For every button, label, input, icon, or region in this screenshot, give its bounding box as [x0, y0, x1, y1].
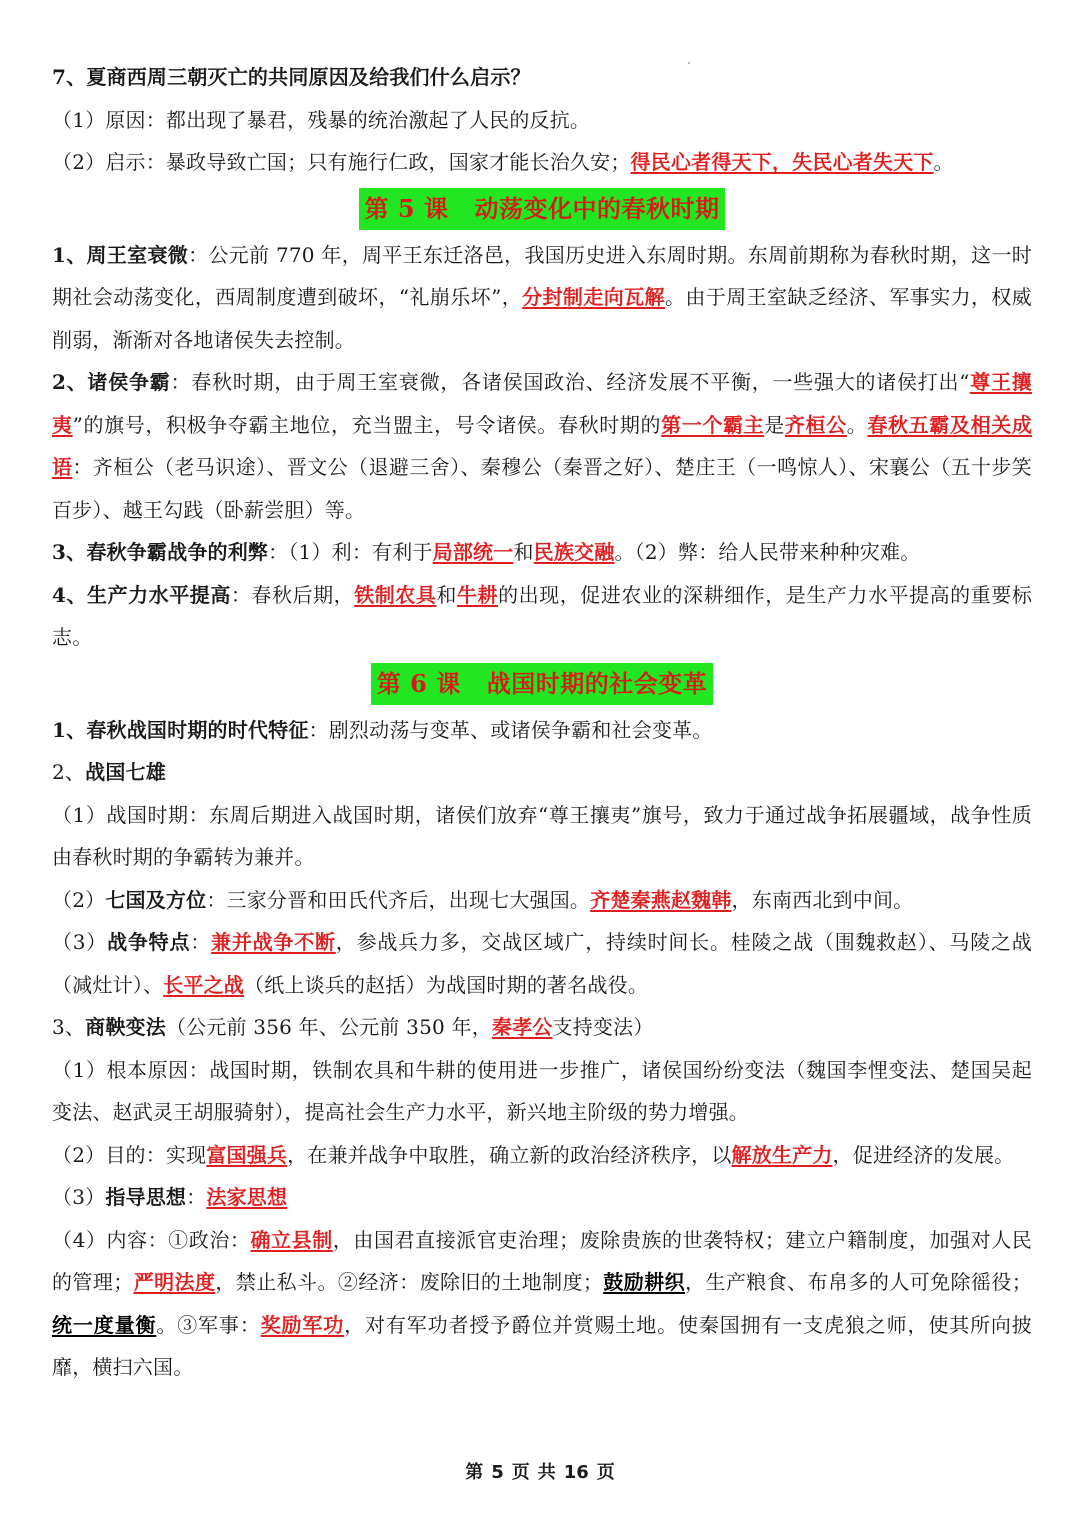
- page-footer: 第 5 页 共 16 页: [465, 1462, 615, 1483]
- key-term: 春秋五霸及相关成语: [52, 412, 1033, 479]
- total-pages: 16: [563, 1462, 589, 1483]
- key-term: 民族交融: [533, 540, 615, 564]
- key-term: 尊王攘夷: [52, 370, 1032, 437]
- lesson6-point2-title: 2、战国七雄: [52, 760, 166, 784]
- key-term: 铁制农具: [354, 582, 437, 607]
- lesson6-point3-sub3: （3）指导思想：法家思想: [52, 1185, 288, 1209]
- lesson6-point3-title: 3、商鞅变法（公元前 356 年、公元前 350 年，秦孝公支持变法）: [52, 1015, 654, 1039]
- q7-cause: （1）原因：都出现了暴君，残暴的统治激起了人民的反抗。: [52, 107, 591, 132]
- key-term: 牛耕: [456, 582, 499, 607]
- q7-insight: （2）启示：暴政导致亡国；只有施行仁政，国家才能长治久安；得民心者得天下，失民心者失天下。: [52, 150, 954, 174]
- key-term: 得民心者得天下，失民心者失天下: [630, 150, 934, 174]
- lesson6-header: 第 6 课 战国时期的社会变革: [371, 663, 713, 705]
- key-term: 确立县制: [250, 1227, 333, 1252]
- key-term: 秦孝公: [491, 1015, 553, 1039]
- lesson6-point2-sub2: （2）七国及方位：三家分晋和田氏代齐后，出现七大强国。齐楚秦燕赵魏韩，东南西北到中间。: [52, 887, 914, 912]
- key-term: 解放生产力: [731, 1142, 833, 1167]
- key-term: 分封制走向瓦解: [522, 285, 665, 309]
- lesson5-point2: 2、诸侯争霸：春秋时期，由于周王室衰微，各诸侯国政治、经济发展不平衡，一些强大的诸侯打出“尊王攘夷”的旗号，积极争夺霸主地位，充当盟主，号令诸侯。春秋时期的第一个霸主是齐桓公。春秋五霸及相关成语：齐桓公（老马识途）、晋文公（退避三舍）、秦穆公（秦晋之好）、楚庄王（一鸣惊人）、宋襄公（五十步笑百步）、越王勾践（卧薪尝胆）等。: [52, 370, 1033, 522]
- q7-title: 7、夏商西周三朝灭亡的共同原因及给我们什么启示？: [52, 65, 531, 89]
- content-area: [52, 56, 1032, 1389]
- key-term: 奖励军功: [260, 1312, 345, 1337]
- key-term: 兼并战争不断: [211, 930, 336, 954]
- lesson6-point3-sub4: （4）内容：①政治：确立县制，由国君直接派官吏治理；废除贵族的世袭特权；建立户籍制度，加强对人民的管理；严明法度，禁止私斗。②经济：废除旧的土地制度；鼓励耕织，生产粮食、布帛多的人可免除徭役；统一度量衡。③军事：奖励军功，对有军功者授予爵位并赏赐土地。使秦国拥有一支虎狼之师，使其所向披靡，横扫六国。: [52, 1227, 1032, 1379]
- lesson6-point1: 1、春秋战国时期的时代特征：剧烈动荡与变革、或诸侯争霸和社会变革。: [52, 717, 713, 742]
- key-term: 齐楚秦燕赵魏韩: [590, 887, 732, 912]
- key-term: 富国强兵: [206, 1142, 288, 1167]
- key-term: 长平之战: [163, 972, 245, 997]
- lesson5-header: 第 5 课 动荡变化中的春秋时期: [359, 188, 726, 230]
- key-term: 法家思想: [206, 1185, 288, 1209]
- current-page: 5: [491, 1462, 504, 1483]
- lesson6-point3-sub2: （2）目的：实现富国强兵，在兼并战争中取胜，确立新的政治经济秩序，以解放生产力，促进经济的发展。: [52, 1142, 1015, 1167]
- lesson5-point1: 1、周王室衰微：公元前 770 年，周平王东迁洛邑，我国历史进入东周时期。东周前期称为春秋时期，这一时期社会动荡变化，西周制度遭到破坏，“礼崩乐坏”，分封制走向瓦解。由于周王室缺乏经济、军事实力，权威削弱，渐渐对各地诸侯失去控制。: [52, 242, 1033, 352]
- lesson6-header-row: [52, 659, 1032, 709]
- lesson5-header-row: [52, 184, 1032, 234]
- key-term: 严明法度: [133, 1270, 216, 1294]
- key-term: 局部统一: [432, 540, 514, 564]
- key-term-black: 鼓励耕织: [603, 1270, 686, 1294]
- key-term: 齐桓公: [784, 412, 847, 437]
- key-term-black: 统一度量衡: [52, 1312, 157, 1337]
- lesson5-point3: 3、春秋争霸战争的利弊：（1）利：有利于局部统一和民族交融。（2）弊：给人民带来种种灾难。: [52, 540, 921, 564]
- lesson5-point4: 4、生产力水平提高：春秋后期，铁制农具和牛耕的出现，促进农业的深耕细作，是生产力水平提高的重要标志。: [52, 582, 1033, 649]
- lesson6-point3-sub1: （1）根本原因：战国时期，铁制农具和牛耕的使用进一步推广，诸侯国纷纷变法（魏国李悝变法、楚国吴起变法、赵武灵王胡服骑射），提高社会生产力水平，新兴地主阶级的势力增强。: [52, 1057, 1032, 1124]
- lesson6-point2-sub1: （1）战国时期：东周后期进入战国时期，诸侯们放弃“尊王攘夷”旗号，致力于通过战争拓展疆域，战争性质由春秋时期的争霸转为兼并。: [52, 802, 1032, 869]
- lesson6-point2-sub3: （3）战争特点：兼并战争不断，参战兵力多，交战区域广，持续时间长。桂陵之战（围魏救赵）、马陵之战（减灶计）、长平之战（纸上谈兵的赵括）为战国时期的著名战役。: [52, 930, 1032, 997]
- key-term: 第一个霸主: [661, 412, 765, 437]
